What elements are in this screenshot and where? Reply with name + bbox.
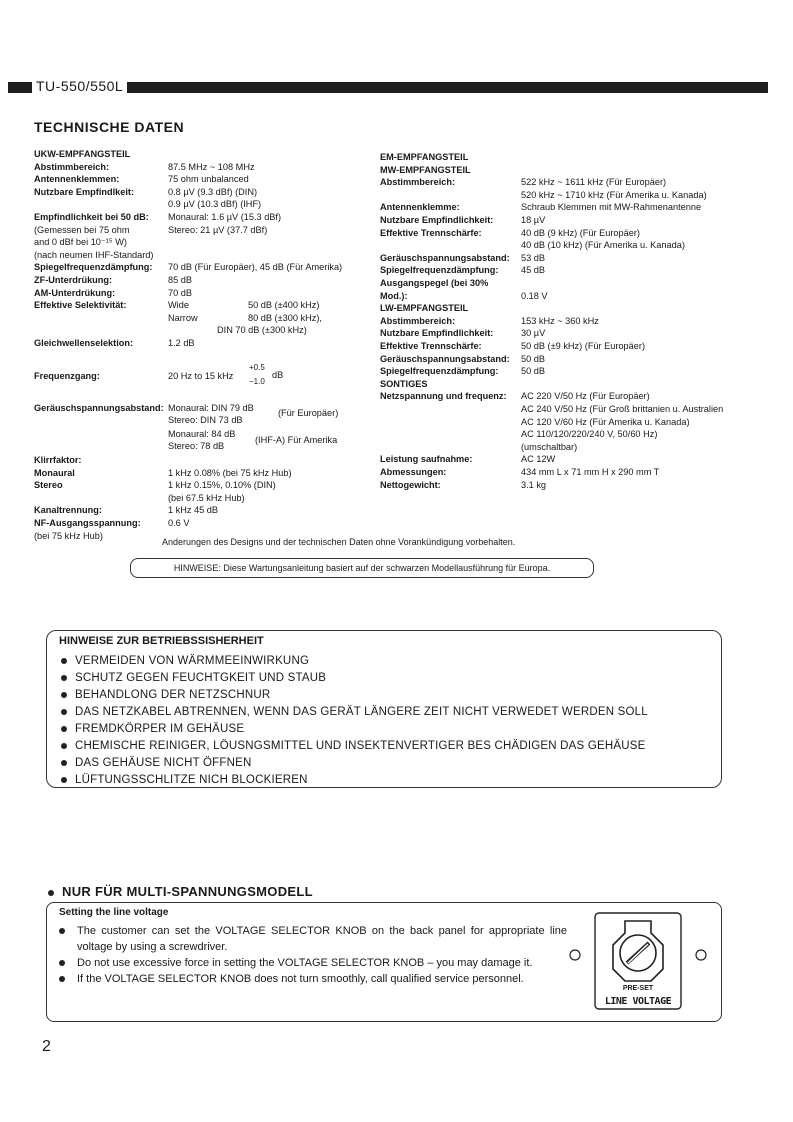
spec-value: Schraub Klemmen mit MW-Rahmenantenne: [521, 202, 702, 213]
freq-unit: dB: [272, 370, 284, 380]
spec-label: Netzspannung und frequenz:: [380, 391, 507, 402]
bullet-icon: [59, 960, 65, 966]
spec-value: 70 dB: [168, 287, 193, 298]
spec-label: Nutzbare Empfindlkeit:: [34, 186, 135, 197]
safety-item: [61, 721, 648, 738]
spec-value: Stereo: 21 µV (37.7 dBf): [168, 224, 268, 235]
spec-label: (nach neumen IHF-Standard): [34, 249, 154, 260]
spec-label: SONTIGES: [380, 378, 428, 389]
spec-value: AC 240 V/50 Hz (Für Groß brittanien u. Australien: [521, 404, 724, 414]
freq-label: Frequenzgang:: [34, 371, 100, 381]
freq-plus: +0.5: [249, 363, 265, 372]
freq-value: 20 Hz to 15 kHz: [168, 371, 234, 381]
fm-spec-column: [34, 148, 374, 353]
spec-label: Empfindlichkeit bei 50 dB:: [34, 212, 149, 222]
spec-value: Monaural: 1.6 µV (15.3 dBf): [168, 212, 282, 222]
safety-item-text: BEHANDLONG DER NETZSCHNUR: [75, 689, 271, 701]
spec-label: (Gemessen bei 75 ohm: [34, 224, 130, 235]
spec-value: 50 dB: [521, 366, 546, 377]
spec-label: Spiegelfrequenzdämpfung:: [380, 265, 499, 276]
safety-item-text: LÜFTUNGSSCHLITZE NICH BLOCKIEREN: [75, 774, 308, 786]
line-voltage-box: [46, 902, 722, 1022]
spec-value: 40 dB (10 kHz) (Für Amerika u. Kanada): [521, 240, 685, 251]
spec-label: Geräuschspannungsabstand:: [380, 353, 510, 364]
spec-value: 30 µV: [521, 328, 546, 339]
bullet-icon: [59, 928, 65, 934]
spec-label: Leistung saufnahme:: [380, 454, 473, 465]
snr-note-europe: (Für Europäer): [278, 408, 339, 418]
spec-label: Abmessungen:: [380, 467, 447, 477]
change-note: Anderungen des Designs und der technischen Daten ohne Vorankündigung vorbehalten.: [162, 537, 516, 547]
spec-label: ZF-Unterdrükung:: [34, 275, 113, 285]
safety-item-text: FREMDKÖRPER IM GEHÄUSE: [75, 723, 245, 735]
hinweise-note: HINWEISE: Diese Wartungsanleitung basiert auf der schwarzen Modellausführung für Europa.: [130, 558, 594, 578]
spec-label: LW-EMPFANGSTEIL: [380, 303, 469, 314]
safety-item-text: CHEMISCHE REINIGER, LÖUSNGSMITTEL UND INSEKTENVERTIGER BES CHÄDIGEN DAS GEHÄUSE: [75, 740, 646, 752]
spec-label: Abstimmbereich:: [380, 315, 456, 326]
spec-value: 3.1 kg: [521, 479, 547, 490]
spec-value: 85 dB: [168, 275, 193, 285]
spec-value-secondary: 50 dB (±400 kHz): [248, 300, 320, 311]
multi-title-text: NUR FÜR MULTI-SPANNUNGSMODELL: [62, 884, 313, 899]
spec-value: AC 220 V/50 Hz (Für Europäer): [521, 391, 650, 402]
spec-label: Ausgangspegel (bei 30%: [380, 278, 489, 288]
bullet-icon: [61, 692, 67, 698]
multi-voltage-title: [48, 884, 313, 899]
safety-item-text: DAS GEHÄUSE NICHT ÖFFNEN: [75, 757, 252, 769]
spec-label: Spiegelfrequenzdämpfung:: [34, 262, 153, 273]
line-voltage-instructions: [59, 923, 567, 987]
spec-value: 45 dB: [521, 265, 546, 276]
line-voltage-label: LINE VOLTAGE: [604, 996, 672, 1007]
spec-label: Kanaltrennung:: [34, 505, 102, 516]
bullet-icon: [61, 760, 67, 766]
safety-list: [61, 653, 648, 789]
preset-label: PRE-SET: [622, 985, 654, 992]
spec-value: 0.8 µV (9.3 dBf) (DIN): [168, 186, 258, 197]
instruction-item: [59, 923, 567, 955]
spec-label: UKW-EMPFANGSTEIL: [34, 149, 131, 159]
instruction-item: [59, 955, 567, 971]
safety-item-text: SCHUTZ GEGEN FEUCHTGKEIT UND STAUB: [75, 672, 327, 684]
bullet-icon: [61, 777, 67, 783]
instruction-text: The customer can set the VOLTAGE SELECTOR KNOB on the back panel for appropriate line voltage by using a screwdriver.: [77, 925, 567, 953]
spec-label: Nutzbare Empfindlichkeit:: [380, 328, 494, 339]
am-spec-column: [380, 151, 760, 496]
spec-value: 522 kHz ~ 1611 kHz (Für Europäer): [521, 177, 667, 188]
voltage-selector-diagram: [565, 907, 711, 1015]
instruction-text: Do not use excessive force in setting the VOLTAGE SELECTOR KNOB – you may damage it.: [77, 957, 533, 969]
safety-item: [61, 653, 648, 670]
instruction-item: [59, 971, 567, 987]
spec-label: Klirrfaktor:: [34, 455, 82, 465]
bullet-icon: [61, 709, 67, 715]
safety-item: [61, 738, 648, 755]
spec-value: 1 kHz 45 dB: [168, 505, 219, 516]
spec-label: Effektive Trennschärfe:: [380, 341, 482, 351]
spec-value: 70 dB (Für Europäer), 45 dB (Für Amerika): [168, 262, 343, 273]
spec-label: AM-Unterdrükung:: [34, 287, 116, 298]
spec-label: Gleichwellenselektion:: [34, 338, 134, 348]
spec-value: 1 kHz 0.08% (bei 75 kHz Hub): [168, 467, 292, 478]
snr-stereo-din: Stereo: DIN 73 dB: [168, 415, 243, 425]
spec-label: Nutzbare Empfindlichkeit:: [380, 215, 494, 225]
bullet-icon: [59, 976, 65, 982]
snr-block: [34, 400, 374, 452]
spec-label: Abstimmbereich:: [380, 177, 456, 188]
spec-value: (umschaltbar): [521, 441, 578, 452]
safety-item-text: DAS NETZKABEL ABTRENNEN, WENN DAS GERÄT LÄNGERE ZEIT NICHT VERWEDET WERDEN SOLL: [75, 706, 648, 718]
spec-value: 434 mm L x 71 mm H x 290 mm T: [521, 467, 660, 477]
spec-value: (bei 67.5 kHz Hub): [168, 492, 245, 503]
spec-label: Abstimmbereich:: [34, 161, 110, 172]
spec-label: Stereo: [34, 480, 63, 491]
page-number: 2: [42, 1038, 51, 1055]
snr-mono-din: Monaural: DIN 79 dB: [168, 403, 254, 413]
spec-value: 0.6 V: [168, 518, 190, 528]
safety-item: [61, 772, 648, 789]
spec-value: AC 110/120/220/240 V, 50/60 Hz): [521, 429, 658, 440]
snr-stereo-ihf: Stereo: 78 dB: [168, 441, 225, 451]
spec-value: 0.9 µV (10.3 dBf) (IHF): [168, 199, 262, 210]
spec-value: 50 dB: [521, 353, 546, 364]
spec-label: Effektive Selektivität:: [34, 300, 127, 311]
safety-item: [61, 704, 648, 721]
spec-label: Mod.):: [380, 290, 408, 301]
spec-label: EM-EMPFANGSTEIL: [380, 152, 469, 162]
spec-label: Geräuschspannungsabstand:: [380, 252, 510, 263]
distortion-spec-column: [34, 454, 374, 546]
spec-value: 520 kHz ~ 1710 kHz (Für Amerika u. Kanada): [521, 189, 707, 200]
model-title: TU-550/550L: [32, 78, 127, 94]
spec-value-secondary: DIN 70 dB (±300 kHz): [217, 325, 307, 336]
spec-label: Antennenklemmen:: [34, 174, 120, 185]
instruction-text: If the VOLTAGE SELECTOR KNOB does not turn smoothly, call qualified service personnel.: [77, 973, 524, 985]
bullet-icon: [61, 675, 67, 681]
spec-value: 1 kHz 0.15%, 0.10% (DIN): [168, 480, 276, 491]
bullet-icon: [61, 658, 67, 664]
section-title: TECHNISCHE DATEN: [34, 119, 185, 135]
bullet-icon: [48, 890, 54, 896]
line-voltage-subtitle: Setting the line voltage: [59, 907, 169, 918]
spec-value: 0.18 V: [521, 290, 548, 301]
spec-label: MW-EMPFANGSTEIL: [380, 164, 471, 175]
spec-label: Antennenklemme:: [380, 202, 460, 213]
spec-value: AC 120 V/60 Hz (Für Amerika u. Kanada): [521, 416, 690, 427]
safety-item: [61, 755, 648, 772]
spec-value: 40 dB (9 kHz) (Für Europäer): [521, 227, 640, 238]
spec-label: Monaural: [34, 467, 75, 478]
bullet-icon: [61, 743, 67, 749]
safety-title: HINWEISE ZUR BETRIEBSSISHERHEIT: [59, 635, 264, 647]
spec-value: 87.5 MHz ~ 108 MHz: [168, 161, 255, 172]
freq-minus: −1.0: [249, 377, 265, 386]
spec-label: and 0 dBf bei 10⁻¹⁵ W): [34, 237, 127, 248]
spec-value: AC 12W: [521, 454, 556, 465]
spec-value: Narrow: [168, 312, 198, 323]
safety-box: [46, 630, 722, 788]
spec-value-secondary: 80 dB (±300 kHz),: [248, 312, 322, 323]
snr-mono-ihf: Monaural: 84 dB: [168, 429, 236, 439]
safety-item: [61, 670, 648, 687]
spec-value: 153 kHz ~ 360 kHz: [521, 315, 599, 326]
spec-value: 18 µV: [521, 215, 546, 225]
safety-item: [61, 687, 648, 704]
spec-label: Spiegelfrequenzdämpfung:: [380, 366, 499, 377]
safety-item-text: VERMEIDEN VON WÄRMMEEINWIRKUNG: [75, 655, 310, 667]
spec-value: 1.2 dB: [168, 338, 195, 348]
spec-value: 53 dB: [521, 252, 546, 263]
spec-label: Effektive Trennschärfe:: [380, 227, 482, 238]
spec-label: (bei 75 kHz Hub): [34, 530, 103, 541]
freq-response-row: [34, 362, 374, 392]
spec-value: 75 ohm unbalanced: [168, 174, 249, 185]
bullet-icon: [61, 726, 67, 732]
spec-value: Wide: [168, 300, 189, 311]
snr-note-america: (IHF-A) Für Amerika: [255, 435, 338, 445]
snr-label: Geräuschspannungsabstand:: [34, 403, 164, 413]
spec-label: Nettogewicht:: [380, 479, 441, 490]
spec-label: NF-Ausgangsspannung:: [34, 518, 141, 528]
spec-value: 50 dB (±9 kHz) (Für Europäer): [521, 341, 646, 351]
